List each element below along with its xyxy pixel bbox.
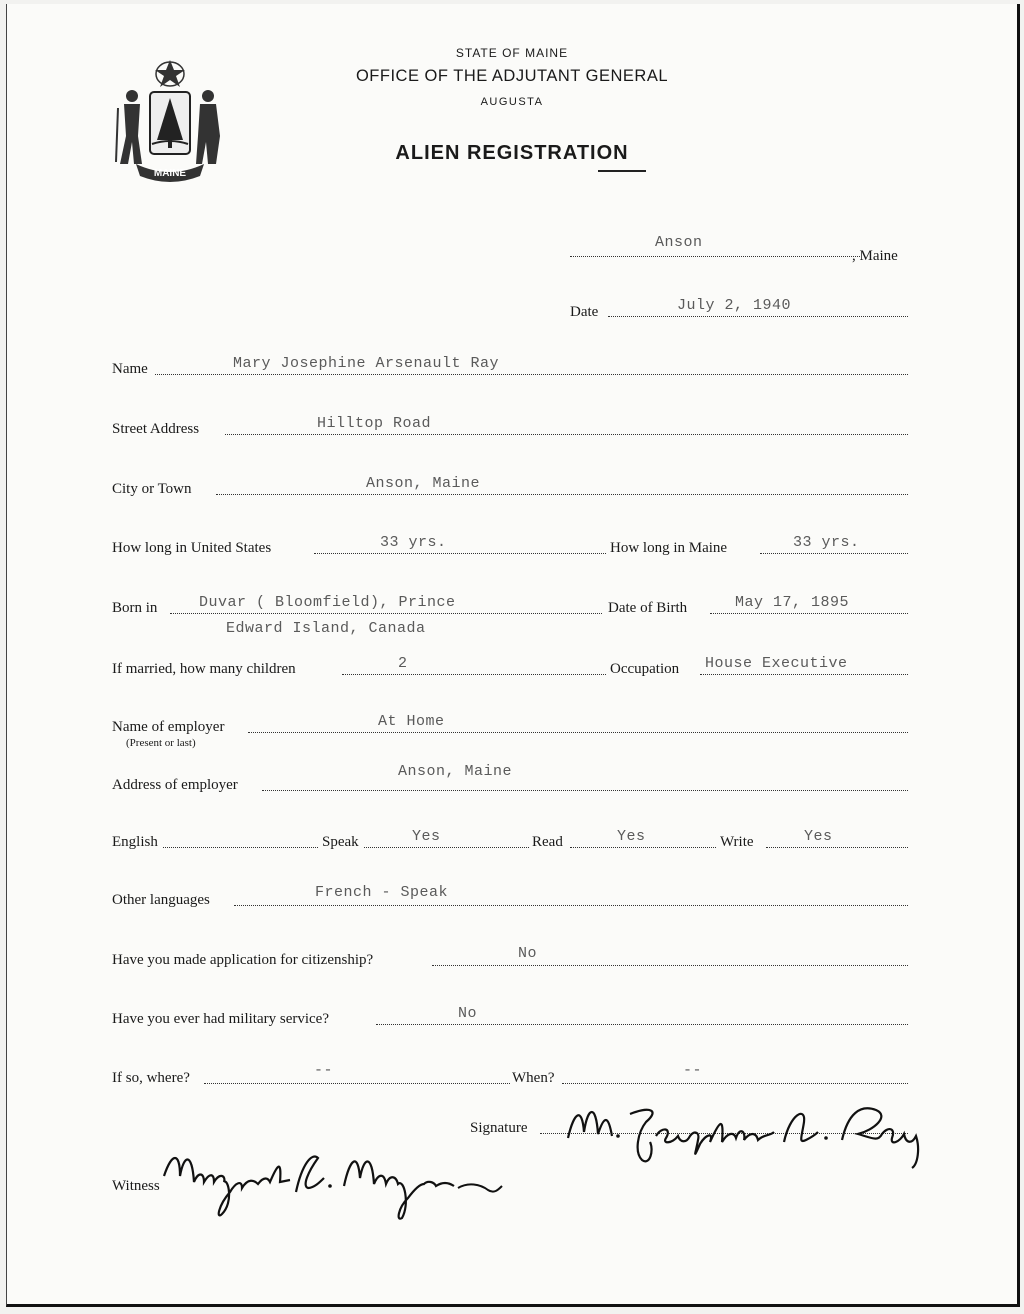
form-title: ALIEN REGISTRATION (395, 142, 629, 164)
other-languages-label: Other languages (112, 892, 210, 908)
date-label: Date (570, 304, 599, 320)
date-value: July 2, 1940 (677, 297, 792, 314)
occupation-label: Occupation (610, 661, 680, 677)
children-line (342, 674, 606, 675)
header-state: STATE OF MAINE (455, 46, 569, 60)
header-office: OFFICE OF THE ADJUTANT GENERAL (355, 67, 669, 85)
english-label: English (112, 834, 158, 850)
military-value: No (458, 1005, 478, 1022)
employer-name-line (248, 732, 908, 733)
witness-signature (158, 1142, 518, 1226)
write-line (766, 847, 908, 848)
when-value: -- (683, 1062, 703, 1079)
header-city: AUGUSTA (480, 96, 544, 108)
signer-signature (560, 1092, 940, 1172)
speak-value: Yes (412, 828, 441, 845)
if-so-where-label: If so, where? (112, 1070, 190, 1086)
town-value: Anson (655, 234, 703, 251)
citizenship-line (432, 965, 908, 966)
city-line (216, 494, 908, 495)
how-long-us-line (314, 553, 606, 554)
english-line (163, 847, 318, 848)
children-label: If married, how many children (112, 661, 296, 677)
speak-line (364, 847, 529, 848)
name-line (155, 374, 908, 375)
witness-label: Witness (112, 1178, 160, 1194)
write-value: Yes (804, 828, 833, 845)
when-line (562, 1083, 908, 1084)
where-line (204, 1083, 510, 1084)
speak-label: Speak (322, 834, 359, 850)
employer-address-line (262, 790, 908, 791)
other-languages-value: French - Speak (315, 884, 449, 901)
city-label: City or Town (112, 481, 192, 497)
employer-address-label: Address of employer (112, 777, 238, 793)
signature-label: Signature (470, 1120, 528, 1136)
date-line (608, 316, 908, 317)
town-line (570, 256, 860, 257)
when-label: When? (512, 1070, 555, 1086)
read-value: Yes (617, 828, 646, 845)
born-in-label: Born in (112, 600, 158, 616)
how-long-maine-line (760, 553, 908, 554)
employer-address-value: Anson, Maine (398, 763, 513, 780)
name-label: Name (112, 361, 148, 377)
read-label: Read (532, 834, 563, 850)
svg-text:MAINE: MAINE (153, 168, 187, 179)
how-long-maine-value: 33 yrs. (793, 534, 860, 551)
maine-suffix-label: , Maine (852, 248, 898, 264)
citizenship-label: Have you made application for citizenship? (112, 952, 374, 968)
where-value: -- (314, 1062, 334, 1079)
born-in-line (170, 613, 602, 614)
children-value: 2 (398, 655, 408, 672)
date-of-birth-value: May 17, 1895 (735, 594, 850, 611)
how-long-us-value: 33 yrs. (380, 534, 447, 551)
date-of-birth-line (710, 613, 908, 614)
city-value: Anson, Maine (366, 475, 481, 492)
born-in-value-line1: Duvar ( Bloomfield), Prince (199, 594, 456, 611)
street-value: Hilltop Road (317, 415, 432, 432)
write-label: Write (720, 834, 754, 850)
how-long-maine-label: How long in Maine (610, 540, 728, 556)
occupation-line (700, 674, 908, 675)
born-in-value-line2: Edward Island, Canada (226, 620, 426, 637)
employer-name-value: At Home (378, 713, 445, 730)
street-line (225, 434, 908, 435)
military-line (376, 1024, 908, 1025)
street-label: Street Address (112, 421, 200, 437)
date-of-birth-label: Date of Birth (608, 600, 688, 616)
other-languages-line (234, 905, 908, 906)
citizenship-value: No (518, 945, 538, 962)
title-underline (598, 170, 646, 172)
how-long-us-label: How long in United States (112, 540, 272, 556)
read-line (570, 847, 716, 848)
name-value: Mary Josephine Arsenault Ray (233, 355, 500, 372)
occupation-value: House Executive (705, 655, 848, 672)
military-label: Have you ever had military service? (112, 1011, 329, 1027)
employer-note-label: (Present or last) (126, 737, 196, 749)
employer-name-label: Name of employer (112, 719, 225, 735)
